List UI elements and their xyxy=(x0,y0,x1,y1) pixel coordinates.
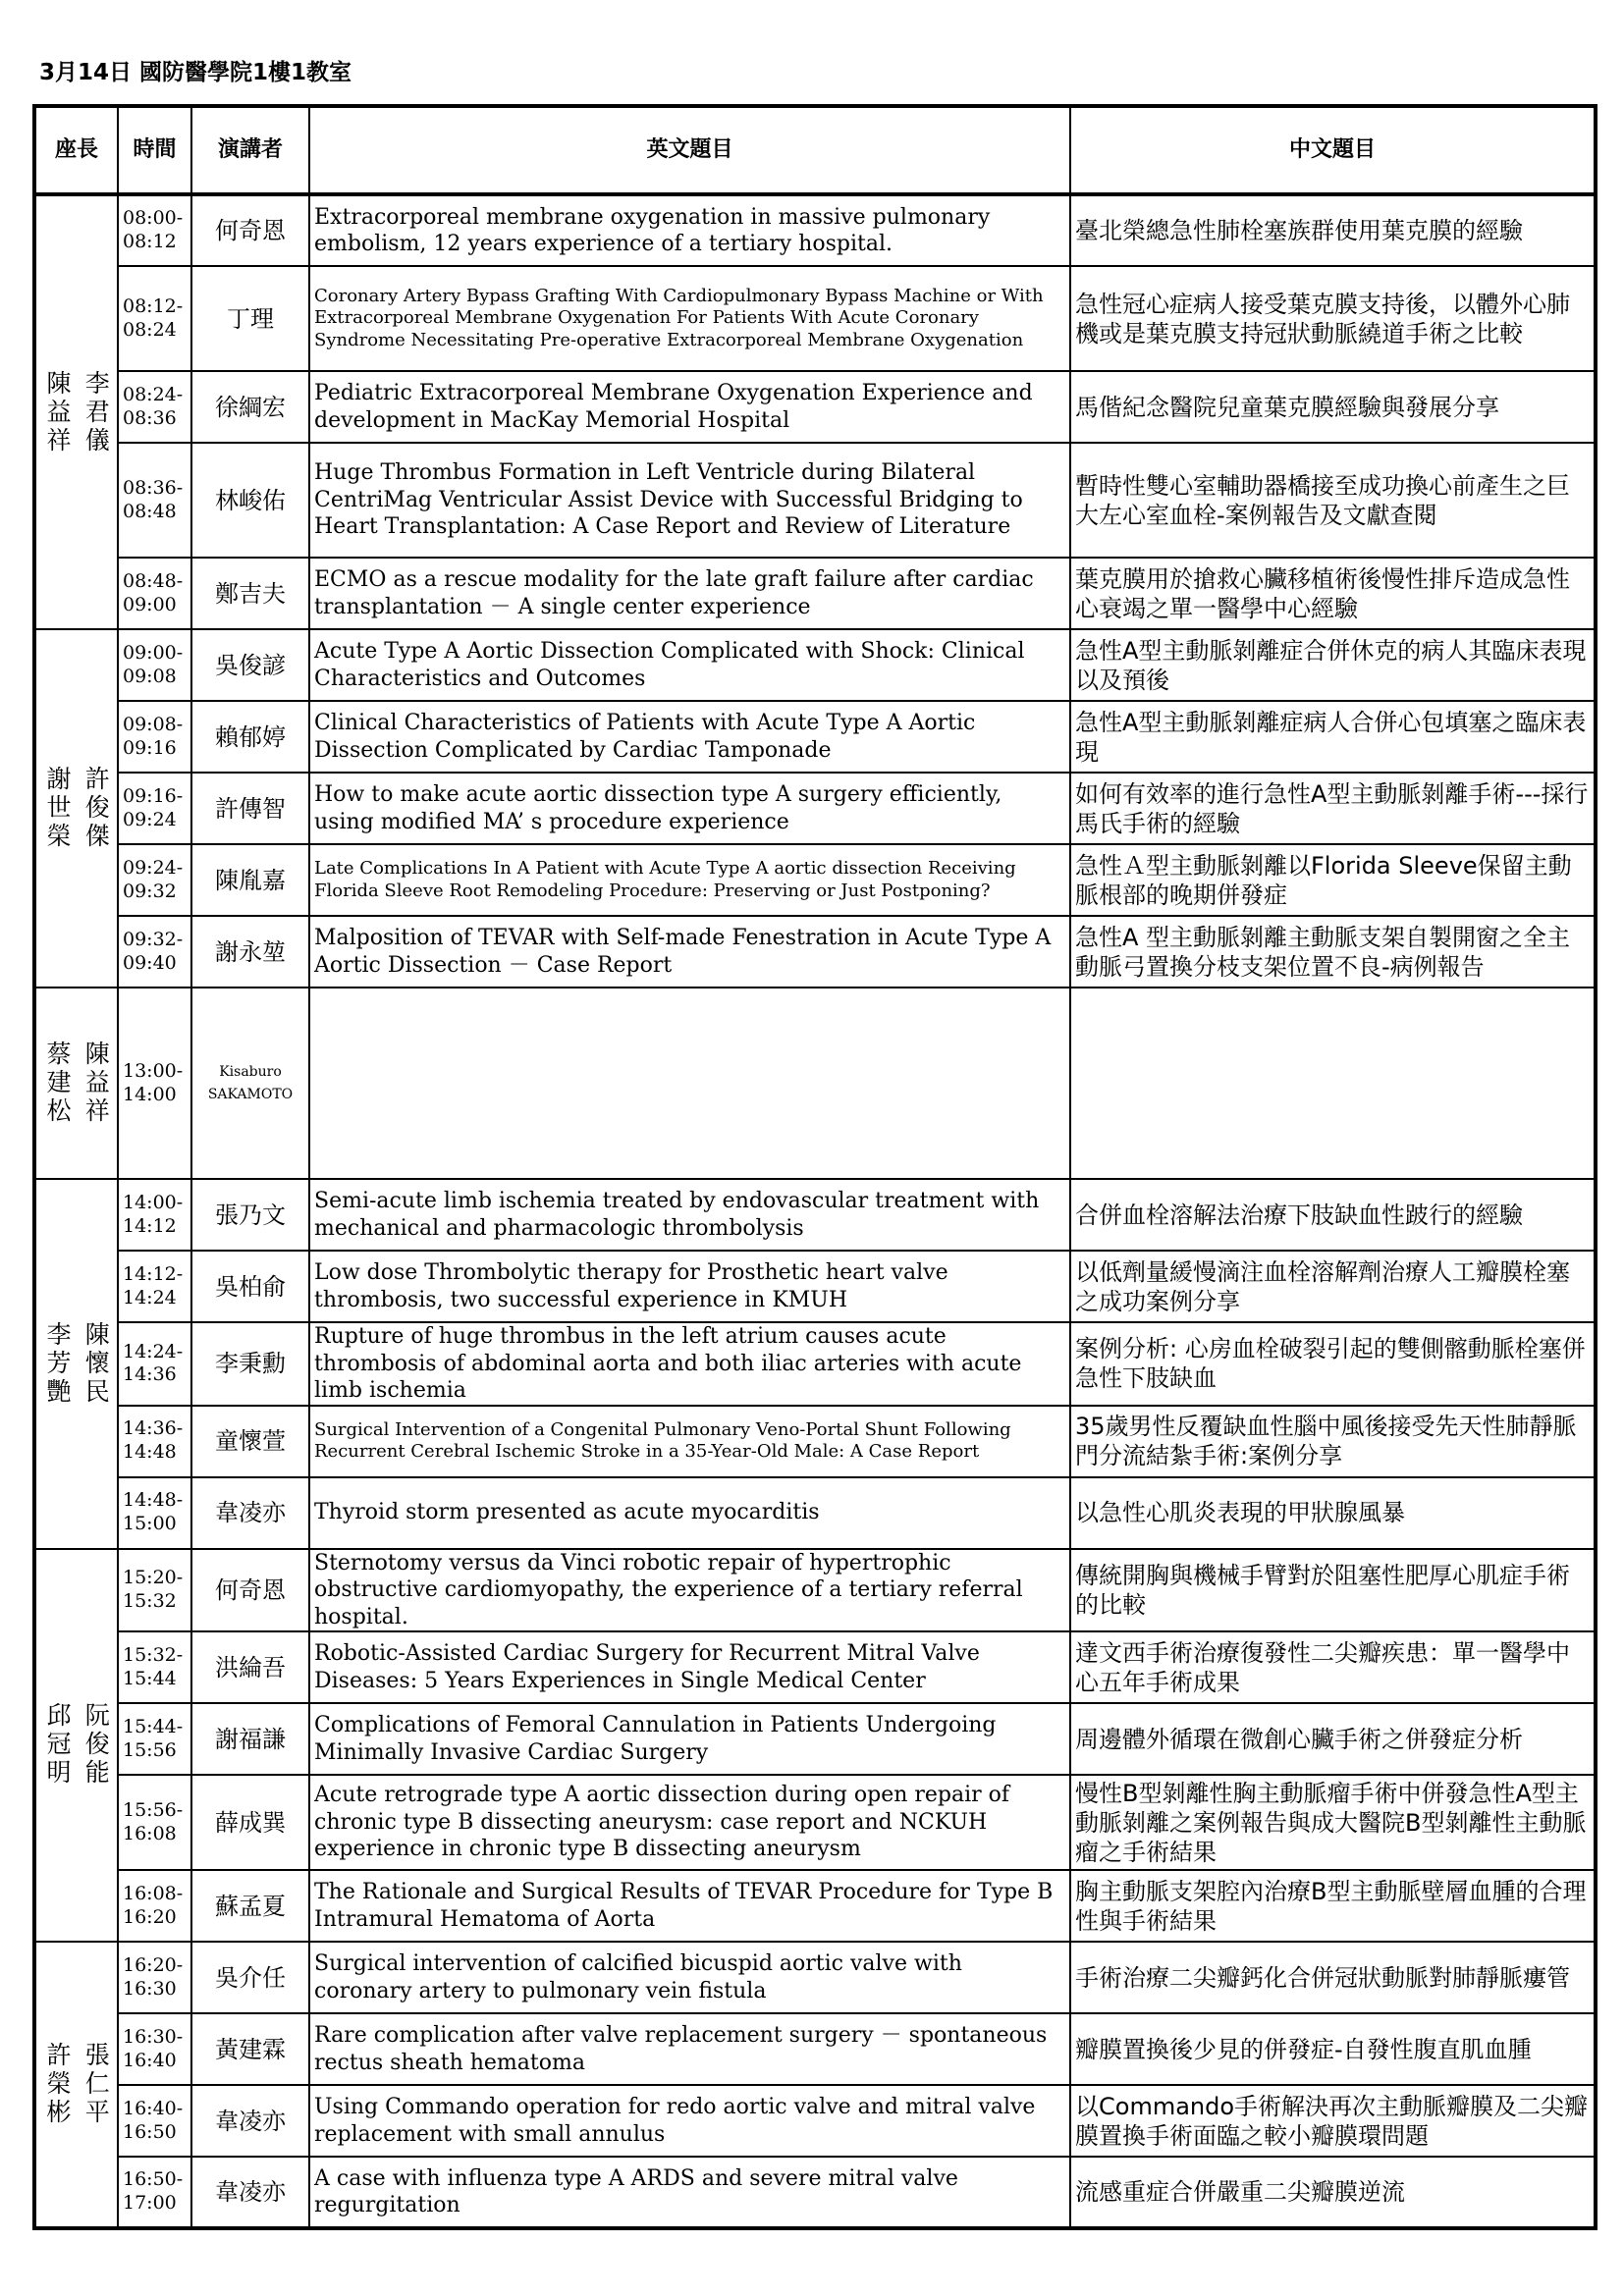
chinese-title xyxy=(1070,988,1596,1179)
speaker-name: 陳胤嘉 xyxy=(191,844,309,916)
talk-time xyxy=(118,1703,191,1775)
time-end: 16:08 xyxy=(123,1822,177,1844)
chinese-title: 葉克膜用於搶救心臟移植術後慢性排斥造成急性心衰竭之單一醫學中心經驗 xyxy=(1070,558,1596,629)
speaker-name: 吳柏俞 xyxy=(191,1251,309,1322)
time-end: 17:00 xyxy=(123,2192,177,2214)
chinese-title: 胸主動脈支架腔內治療B型主動脈壁層血腫的合理性與手術結果 xyxy=(1070,1870,1596,1942)
table-row xyxy=(34,1870,1596,1942)
time-start: 15:44- xyxy=(123,1715,184,1737)
chair-name: 謝世榮 xyxy=(43,766,72,851)
header-row xyxy=(34,106,1596,194)
chinese-title: 手術治療二尖瓣鈣化合併冠狀動脈對肺靜脈瘻管 xyxy=(1070,1942,1596,2013)
table-row xyxy=(34,1549,1596,1632)
time-end: 09:16 xyxy=(123,736,177,759)
time-start: 16:50- xyxy=(123,2168,184,2191)
chinese-title: 如何有效率的進行急性A型主動脈剝離手術---採行馬氏手術的經驗 xyxy=(1070,773,1596,844)
table-row xyxy=(34,1179,1596,1251)
chinese-title: 案例分析: 心房血栓破裂引起的雙側髂動脈栓塞併急性下肢缺血 xyxy=(1070,1322,1596,1406)
time-end: 15:00 xyxy=(123,1513,177,1534)
chinese-title: 急性A 型主動脈剝離主動脈支架自製開窗之全主動脈弓置換分枝支架位置不良-病例報告 xyxy=(1070,916,1596,988)
table-row xyxy=(34,1322,1596,1406)
session-chairs xyxy=(34,194,118,629)
time-end: 16:20 xyxy=(123,1905,177,1928)
header-chair: 座長 xyxy=(34,106,118,194)
speaker-name: 丁理 xyxy=(191,266,309,371)
chair-name: 許榮彬 xyxy=(43,2042,72,2127)
time-end: 16:40 xyxy=(123,2049,177,2071)
english-title: Robotic-Assisted Cardiac Surgery for Recurrent Mitral Valve Diseases: 5 Years Experiences in Single Medical Center xyxy=(309,1631,1070,1703)
talk-time xyxy=(118,629,191,701)
speaker-name: 張乃文 xyxy=(191,1179,309,1251)
speaker-name: Kisaburo SAKAMOTO xyxy=(191,988,309,1179)
table-row xyxy=(34,2157,1596,2228)
table-row xyxy=(34,1942,1596,2013)
english-title: How to make acute aortic dissection type A surgery efficiently, using modified MA’ s procedure experience xyxy=(309,773,1070,844)
chinese-title: 急性Ａ型主動脈剝離以Florida Sleeve保留主動脈根部的晚期併發症 xyxy=(1070,844,1596,916)
time-end: 14:36 xyxy=(123,1363,177,1386)
time-end: 15:32 xyxy=(123,1589,177,1612)
chair-name: 陳益祥 xyxy=(81,1041,111,1126)
time-end: 16:30 xyxy=(123,1977,177,2000)
time-end: 09:08 xyxy=(123,665,177,687)
table-row xyxy=(34,629,1596,701)
time-end: 14:12 xyxy=(123,1214,177,1237)
talk-time xyxy=(118,371,191,443)
english-title: Rupture of huge thrombus in the left atrium causes acute thrombosis of abdominal aorta and both iliac arteries with acute limb ischemia xyxy=(309,1322,1070,1406)
chinese-title: 瓣膜置換後少見的併發症-自發性腹直肌血腫 xyxy=(1070,2013,1596,2085)
talk-time xyxy=(118,844,191,916)
time-start: 15:56- xyxy=(123,1798,184,1821)
talk-time xyxy=(118,194,191,266)
english-title: Surgical intervention of calcified bicuspid aortic valve with coronary artery to pulmonary vein fistula xyxy=(309,1942,1070,2013)
table-row xyxy=(34,1631,1596,1703)
time-start: 09:32- xyxy=(123,928,184,950)
english-title: Acute Type A Aortic Dissection Complicated with Shock: Clinical Characteristics and Outcomes xyxy=(309,629,1070,701)
table-row xyxy=(34,1477,1596,1549)
schedule-table xyxy=(32,104,1597,2230)
time-end: 09:00 xyxy=(123,593,177,615)
chinese-title: 急性冠心症病人接受葉克膜支持後，以體外心肺機或是葉克膜支持冠狀動脈繞道手術之比較 xyxy=(1070,266,1596,371)
talk-time xyxy=(118,2157,191,2228)
table-row xyxy=(34,443,1596,558)
english-title: Clinical Characteristics of Patients with Acute Type A Aortic Dissection Complicated by Cardiac Tamponade xyxy=(309,701,1070,773)
talk-time xyxy=(118,443,191,558)
speaker-name: 徐綱宏 xyxy=(191,371,309,443)
english-title: Rare complication after valve replacement surgery － spontaneous rectus sheath hematoma xyxy=(309,2013,1070,2085)
session-chairs xyxy=(34,1179,118,1549)
english-title: Huge Thrombus Formation in Left Ventricle during Bilateral CentriMag Ventricular Assist Device with Successful Bridging to Heart Transplantation: A Case Report and Review of Literature xyxy=(309,443,1070,558)
english-title: Sternotomy versus da Vinci robotic repair of hypertrophic obstructive cardiomyopathy, the experience of a tertiary referral hospital. xyxy=(309,1549,1070,1632)
chair-name: 蔡建松 xyxy=(43,1041,72,1126)
time-end: 09:32 xyxy=(123,880,177,902)
chair-name: 邱冠明 xyxy=(43,1702,72,1789)
time-start: 15:32- xyxy=(123,1643,184,1666)
time-end: 15:56 xyxy=(123,1738,177,1761)
time-end: 14:24 xyxy=(123,1286,177,1308)
speaker-name: 韋凌亦 xyxy=(191,1477,309,1549)
chair-name: 許俊傑 xyxy=(81,766,111,851)
english-title: Semi-acute limb ischemia treated by endovascular treatment with mechanical and pharmacologic thrombolysis xyxy=(309,1179,1070,1251)
talk-time xyxy=(118,773,191,844)
chinese-title: 臺北榮總急性肺栓塞族群使用葉克膜的經驗 xyxy=(1070,194,1596,266)
english-title: Thyroid storm presented as acute myocarditis xyxy=(309,1477,1070,1549)
speaker-name: 薛成巽 xyxy=(191,1775,309,1870)
talk-time xyxy=(118,558,191,629)
time-start: 08:24- xyxy=(123,383,184,405)
english-title: Using Commando operation for redo aortic valve and mitral valve replacement with small annulus xyxy=(309,2085,1070,2157)
english-title: Coronary Artery Bypass Grafting With Cardiopulmonary Bypass Machine or With Extracorporeal Membrane Oxygenation For Patients With Acute Coronary Syndrome Necessitating Pre-operative Extracorporeal Membrane Oxygenation xyxy=(309,266,1070,371)
time-end: 09:40 xyxy=(123,951,177,974)
talk-time xyxy=(118,1322,191,1406)
time-start: 14:12- xyxy=(123,1262,184,1285)
time-start: 09:16- xyxy=(123,784,184,807)
speaker-name: 賴郁婷 xyxy=(191,701,309,773)
time-end: 16:50 xyxy=(123,2120,177,2143)
chinese-title: 以Commando手術解決再次主動脈瓣膜及二尖瓣膜置換手術面臨之較小瓣膜環問題 xyxy=(1070,2085,1596,2157)
speaker-name: 謝福謙 xyxy=(191,1703,309,1775)
chinese-title: 暫時性雙心室輔助器橋接至成功換心前產生之巨大左心室血栓-案例報告及文獻查閱 xyxy=(1070,443,1596,558)
talk-time xyxy=(118,2085,191,2157)
table-row xyxy=(34,558,1596,629)
speaker-name: 韋凌亦 xyxy=(191,2157,309,2228)
speaker-name: 童懷萱 xyxy=(191,1406,309,1477)
time-start: 16:40- xyxy=(123,2097,184,2119)
chinese-title: 馬偕紀念醫院兒童葉克膜經驗與發展分享 xyxy=(1070,371,1596,443)
chinese-title: 流感重症合併嚴重二尖瓣膜逆流 xyxy=(1070,2157,1596,2228)
header-speaker: 演講者 xyxy=(191,106,309,194)
english-title: Surgical Intervention of a Congenital Pulmonary Veno-Portal Shunt Following Recurrent Cerebral Ischemic Stroke in a 35-Year-Old Male: A Case Report xyxy=(309,1406,1070,1477)
time-end: 08:12 xyxy=(123,231,177,252)
time-start: 08:48- xyxy=(123,569,184,592)
english-title: Complications of Femoral Cannulation in Patients Undergoing Minimally Invasive Cardiac Surgery xyxy=(309,1703,1070,1775)
talk-time xyxy=(118,1477,191,1549)
time-start: 13:00- xyxy=(123,1059,184,1082)
session-chairs xyxy=(34,629,118,988)
chair-name: 阮俊能 xyxy=(81,1702,111,1789)
speaker-name: 韋凌亦 xyxy=(191,2085,309,2157)
speaker-name: 吳俊諺 xyxy=(191,629,309,701)
table-row xyxy=(34,773,1596,844)
time-end: 08:24 xyxy=(123,318,177,341)
talk-time xyxy=(118,1179,191,1251)
chinese-title: 急性A型主動脈剝離症合併休克的病人其臨床表現以及預後 xyxy=(1070,629,1596,701)
chair-name: 張仁平 xyxy=(81,2042,111,2127)
talk-time xyxy=(118,701,191,773)
table-row xyxy=(34,1775,1596,1870)
talk-time xyxy=(118,2013,191,2085)
speaker-name: 謝永堃 xyxy=(191,916,309,988)
session-chairs xyxy=(34,1942,118,2228)
talk-time xyxy=(118,1549,191,1632)
english-title: Acute retrograde type A aortic dissection during open repair of chronic type B dissecting aneurysm: case report and NCKUH experience in chronic type B dissecting aneurysm xyxy=(309,1775,1070,1870)
chinese-title: 達文西手術治療復發性二尖瓣疾患：單一醫學中心五年手術成果 xyxy=(1070,1631,1596,1703)
chinese-title: 傳統開胸與機械手臂對於阻塞性肥厚心肌症手術的比較 xyxy=(1070,1549,1596,1632)
table-row xyxy=(34,701,1596,773)
speaker-name: 李秉勳 xyxy=(191,1322,309,1406)
header-english-title: 英文題目 xyxy=(309,106,1070,194)
table-row xyxy=(34,844,1596,916)
english-title: ECMO as a rescue modality for the late graft failure after cardiac transplantation － A single center experience xyxy=(309,558,1070,629)
table-row xyxy=(34,266,1596,371)
english-title: A case with influenza type A ARDS and severe mitral valve regurgitation xyxy=(309,2157,1070,2228)
time-start: 15:20- xyxy=(123,1567,184,1588)
talk-time xyxy=(118,916,191,988)
english-title: Pediatric Extracorporeal Membrane Oxygenation Experience and development in MacKay Memorial Hospital xyxy=(309,371,1070,443)
schedule-body xyxy=(34,194,1596,2228)
time-start: 09:08- xyxy=(123,713,184,735)
speaker-name: 洪綸吾 xyxy=(191,1631,309,1703)
session-chairs xyxy=(34,988,118,1179)
english-title: Low dose Thrombolytic therapy for Prosthetic heart valve thrombosis, two successful experience in KMUH xyxy=(309,1251,1070,1322)
time-end: 08:36 xyxy=(123,406,177,429)
talk-time xyxy=(118,1775,191,1870)
session-chairs xyxy=(34,1549,118,1943)
chair-name: 李芳艷 xyxy=(43,1320,72,1407)
english-title: Extracorporeal membrane oxygenation in massive pulmonary embolism, 12 years experience of a tertiary hospital. xyxy=(309,194,1070,266)
table-row xyxy=(34,2013,1596,2085)
table-row xyxy=(34,1251,1596,1322)
speaker-name: 許傳智 xyxy=(191,773,309,844)
chair-name: 李君儀 xyxy=(81,369,111,455)
speaker-name: 林峻佑 xyxy=(191,443,309,558)
talk-time xyxy=(118,1942,191,2013)
time-start: 09:00- xyxy=(123,641,184,664)
talk-time xyxy=(118,1631,191,1703)
speaker-name: 何奇恩 xyxy=(191,1549,309,1632)
time-start: 08:00- xyxy=(123,207,184,230)
time-start: 08:12- xyxy=(123,294,184,317)
talk-time xyxy=(118,266,191,371)
speaker-name: 何奇恩 xyxy=(191,194,309,266)
talk-time xyxy=(118,1406,191,1477)
time-start: 16:30- xyxy=(123,2025,184,2048)
chinese-title: 合併血栓溶解法治療下肢缺血性跛行的經驗 xyxy=(1070,1179,1596,1251)
time-end: 08:48 xyxy=(123,500,177,522)
english-title xyxy=(309,988,1070,1179)
header-time: 時間 xyxy=(118,106,191,194)
table-row xyxy=(34,1703,1596,1775)
chinese-title: 以低劑量緩慢滴注血栓溶解劑治療人工瓣膜栓塞之成功案例分享 xyxy=(1070,1251,1596,1322)
chinese-title: 35歲男性反覆缺血性腦中風後接受先天性肺靜脈門分流結紮手術:案例分享 xyxy=(1070,1406,1596,1477)
time-start: 08:36- xyxy=(123,476,184,499)
speaker-name: 吳介任 xyxy=(191,1942,309,2013)
header-chinese-title: 中文題目 xyxy=(1070,106,1596,194)
speaker-name: 鄭吉夫 xyxy=(191,558,309,629)
time-start: 09:24- xyxy=(123,856,184,879)
time-start: 14:00- xyxy=(123,1191,184,1213)
time-end: 15:44 xyxy=(123,1667,177,1689)
talk-time xyxy=(118,1870,191,1942)
time-end: 14:00 xyxy=(123,1083,177,1105)
time-end: 09:24 xyxy=(123,808,177,830)
table-row xyxy=(34,371,1596,443)
time-start: 14:48- xyxy=(123,1489,184,1512)
time-start: 16:20- xyxy=(123,1953,184,1976)
english-title: Late Complications In A Patient with Acute Type A aortic dissection Receiving Florida Sleeve Root Remodeling Procedure: Preserving or Just Postponing? xyxy=(309,844,1070,916)
chinese-title: 以急性心肌炎表現的甲狀腺風暴 xyxy=(1070,1477,1596,1549)
table-row xyxy=(34,916,1596,988)
page-title: 3月14日 國防醫學院1樓1教室 xyxy=(39,60,352,85)
english-title: The Rationale and Surgical Results of TEVAR Procedure for Type B Intramural Hematoma of Aorta xyxy=(309,1870,1070,1942)
chair-name: 陳懷民 xyxy=(81,1320,111,1407)
table-row xyxy=(34,2085,1596,2157)
chinese-title: 周邊體外循環在微創心臟手術之併發症分析 xyxy=(1070,1703,1596,1775)
english-title: Malposition of TEVAR with Self-made Fenestration in Acute Type A Aortic Dissection － Case Report xyxy=(309,916,1070,988)
time-start: 14:24- xyxy=(123,1340,184,1362)
time-end: 14:48 xyxy=(123,1441,177,1463)
table-row xyxy=(34,194,1596,266)
table-row xyxy=(34,1406,1596,1477)
time-start: 16:08- xyxy=(123,1882,184,1904)
chinese-title: 急性A型主動脈剝離症病人合併心包填塞之臨床表現 xyxy=(1070,701,1596,773)
time-start: 14:36- xyxy=(123,1417,184,1440)
speaker-name: 蘇孟夏 xyxy=(191,1870,309,1942)
table-row xyxy=(34,988,1596,1179)
chinese-title: 慢性B型剝離性胸主動脈瘤手術中併發急性A型主動脈剝離之案例報告與成大醫院B型剝離性主動脈瘤之手術結果 xyxy=(1070,1775,1596,1870)
talk-time xyxy=(118,1251,191,1322)
speaker-name: 黃建霖 xyxy=(191,2013,309,2085)
chair-name: 陳益祥 xyxy=(43,369,72,455)
talk-time xyxy=(118,988,191,1179)
